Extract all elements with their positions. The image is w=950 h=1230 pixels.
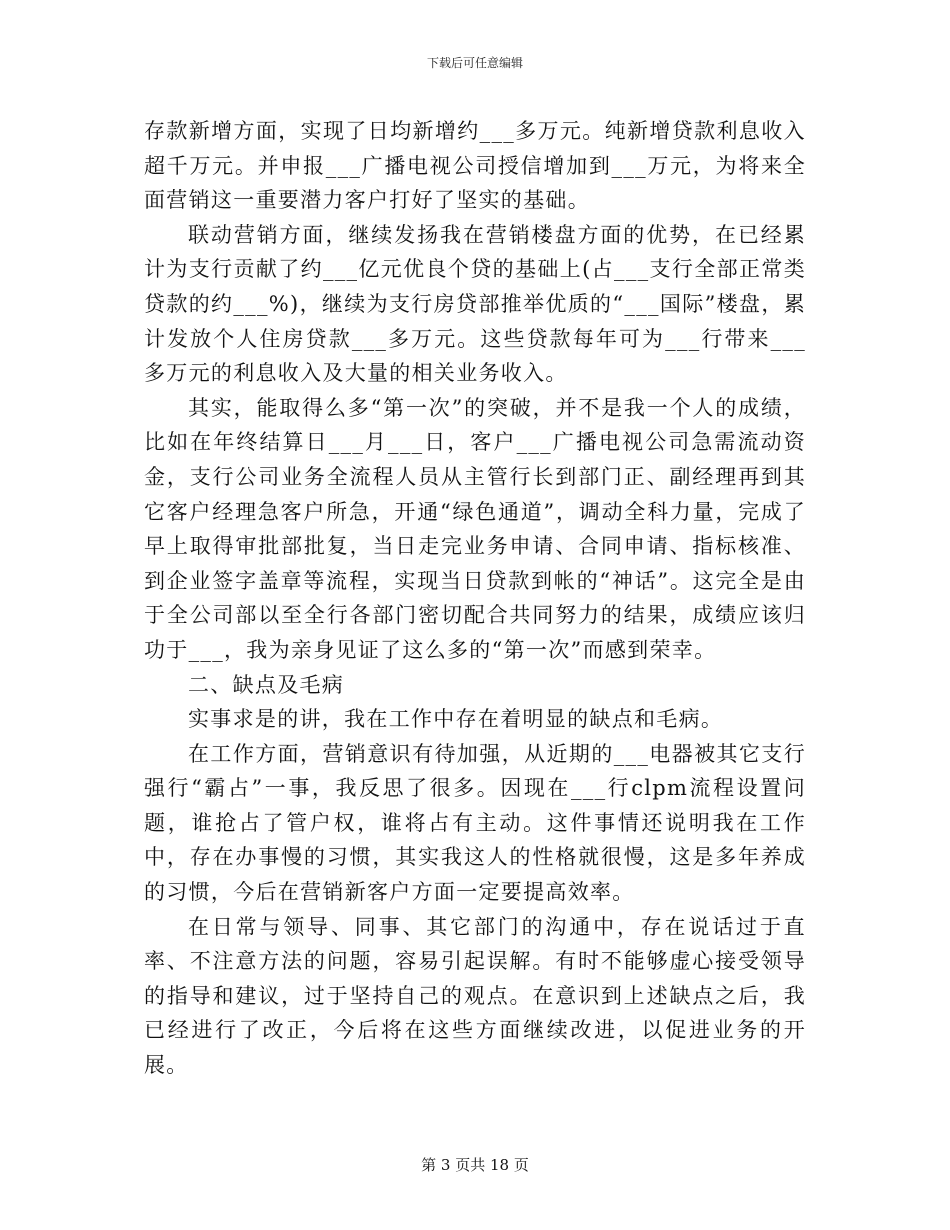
paragraph-shortcomings-intro: 实事求是的讲，我在工作中存在着明显的缺点和毛病。 bbox=[188, 707, 724, 732]
paragraph-deposit-growth: 存款新增方面，实现了日均新增约___多万元。纯新增贷款利息收入超千万元。并申报___广播电视公司授信增加到___万元，为将来全面营销这一重要潜力客户打好了坚实的基础。 bbox=[144, 119, 806, 213]
paragraph-joint-marketing: 联动营销方面，继续发扬我在营销楼盘方面的优势，在已经累计为支行贡献了约___亿元优良个贷的基础上(占___支行全部正常类贷款的约___%)，继续为支行房贷部推举优质的“___国际”楼盘，累计发放个人住房贷款___多万元。这些贷款每年可为___行带来___多万元的利息收入及大量的相关业务收入。 bbox=[144, 222, 806, 386]
paragraph-communication-shortcomings: 在日常与领导、同事、其它部门的沟通中，存在说话过于直率、不注意方法的问题，容易引起误解。有时不能够虚心接受领导的指导和建议，过于坚持自己的观点。在意识到上述缺点之后，我已经进行了改正，今后将在这些方面继续改进，以促进业务的开展。 bbox=[144, 914, 806, 1078]
section-heading-shortcomings: 二、缺点及毛病 bbox=[188, 672, 345, 697]
paragraph-work-shortcomings: 在工作方面，营销意识有待加强，从近期的___电器被其它支行强行“霸占”一事，我反思了很多。因现在___行clpm流程设置问题，谁抢占了管户权，谁将占有主动。这件事情还说明我在工作中，存在办事慢的习惯，其实我这人的性格就很慢，这是多年养成的习惯，今后在营销新客户方面一定要提高效率。 bbox=[144, 741, 806, 905]
page-header: 下载后可任意编辑 bbox=[426, 56, 523, 70]
paragraph-team-achievement: 其实，能取得么多“第一次”的突破，并不是我一个人的成绩，比如在年终结算日___月___日，客户___广播电视公司急需流动资金，支行公司业务全流程人员从主管行长到部门正、副经理再到其它客户经理急客户所急，开通“绿色通道”，调动全科力量，完成了早上取得审批部批复，当日走完业务申请、合同申请、指标核准、到企业签字盖章等流程，实现当日贷款到帐的“神话”。这完全是由于全公司部以至全行各部门密切配合共同努力的结果，成绩应该归功于___，我为亲身见证了这么多的“第一次”而感到荣幸。 bbox=[144, 395, 806, 662]
page-footer: 第 3 页共 18 页 bbox=[421, 1156, 529, 1174]
document-body bbox=[144, 114, 806, 1083]
